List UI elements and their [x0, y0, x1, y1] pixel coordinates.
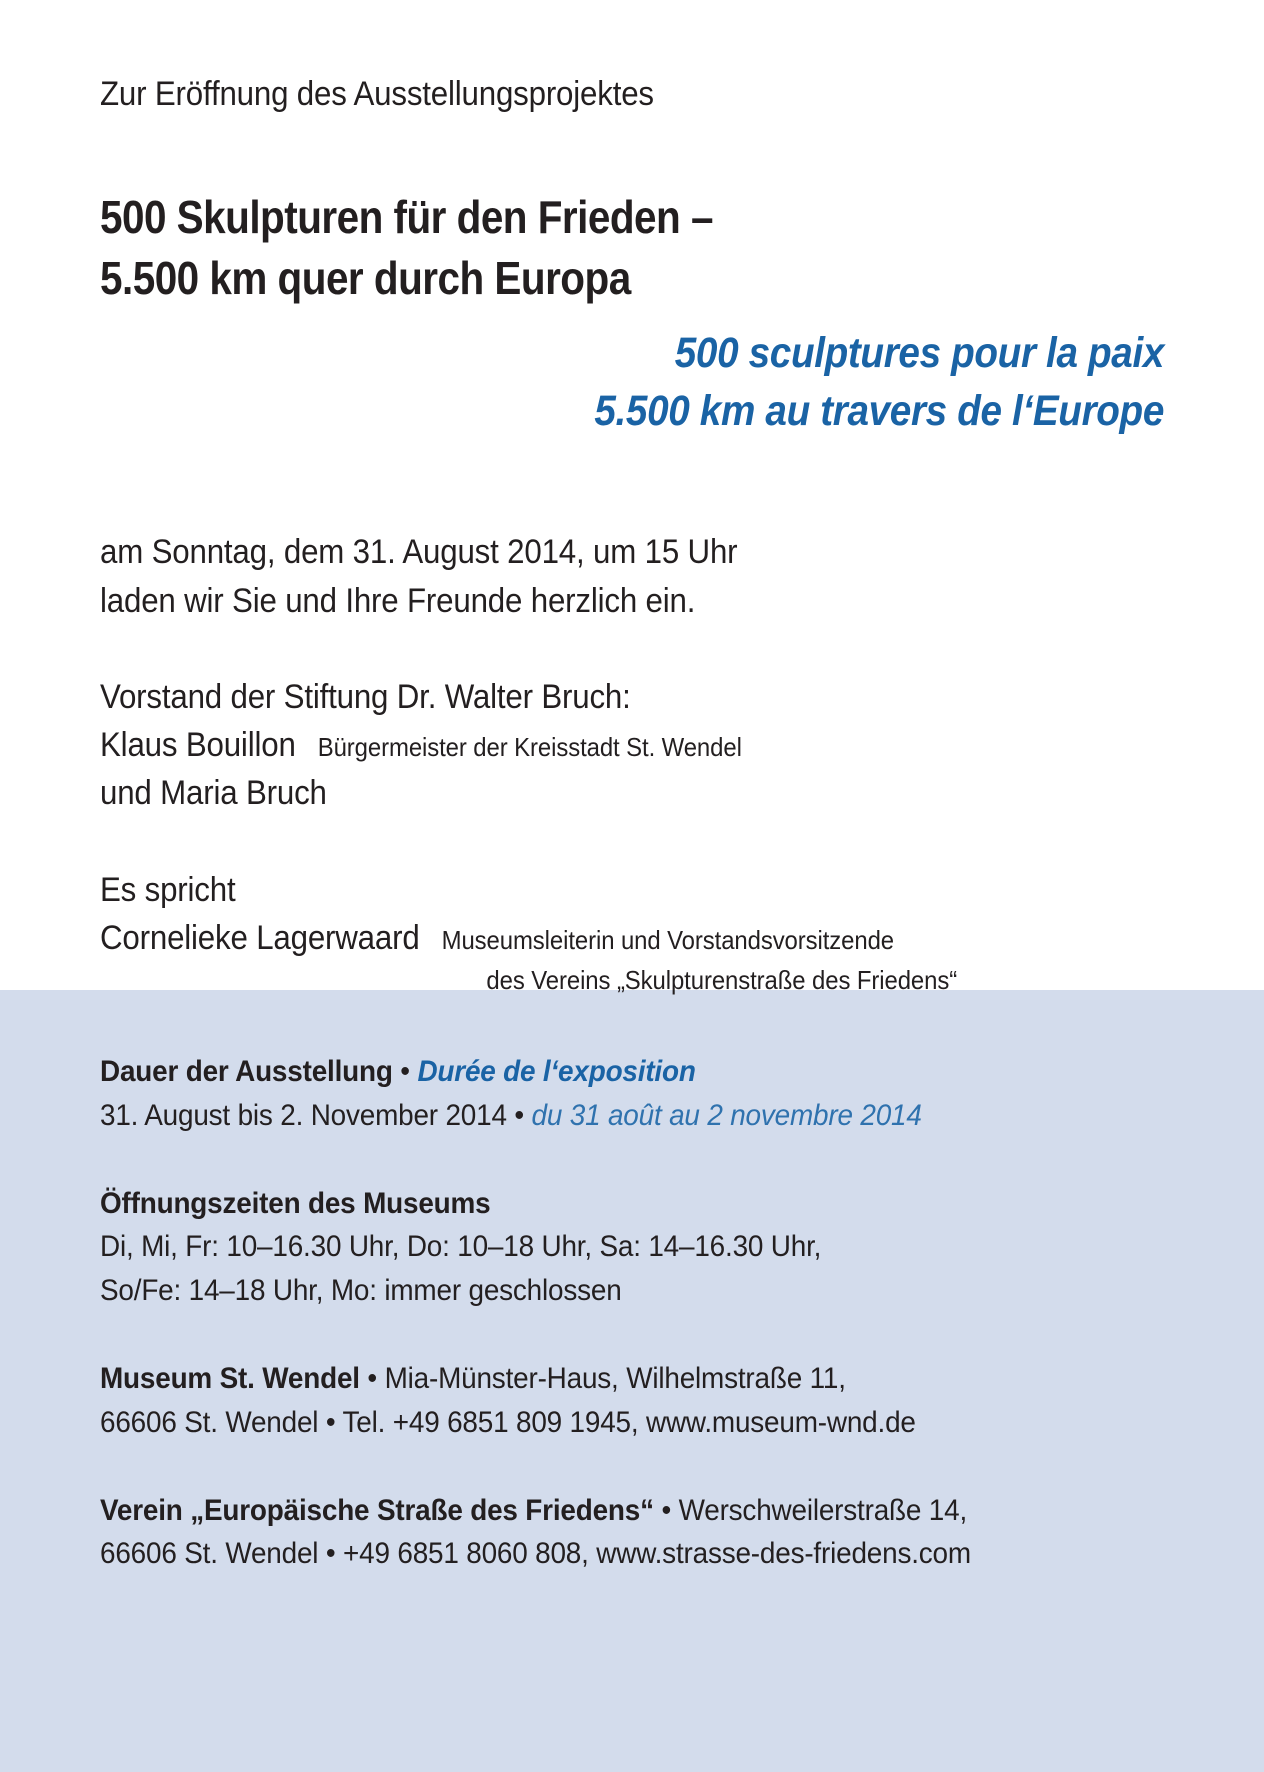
speaker-heading: Es spricht	[100, 870, 236, 909]
duration-value-fr: du 31 août au 2 novembre 2014	[531, 1098, 922, 1132]
duration-heading-row	[100, 1050, 1090, 1094]
verein-address-line-1: Werschweilerstraße 14,	[678, 1493, 968, 1527]
duration-separator-1: •	[392, 1055, 418, 1088]
board-member-second: und Maria Bruch	[100, 774, 327, 813]
title-french	[206, 324, 1164, 440]
museum-name-row	[100, 1357, 1090, 1401]
opening-hours-heading	[100, 1182, 1090, 1226]
opening-hours-heading-text: Öffnungszeiten des Museums	[100, 1186, 491, 1220]
title-german-line-2: 5.500 km quer durch Europa	[100, 251, 631, 304]
title-french-line-1: 500 sculptures pour la paix	[674, 329, 1164, 378]
duration-value-row	[100, 1094, 1090, 1138]
duration-label-fr: Durée de l‘exposition	[417, 1055, 696, 1088]
opening-hours-line-2: So/Fe: 14–18 Uhr, Mo: immer geschlossen	[100, 1274, 622, 1308]
museum-address-line-2[interactable]: 66606 St. Wendel • Tel. +49 6851 809 1945, www.museum-wnd.de	[100, 1405, 916, 1439]
invitation-line-2: laden wir Sie und Ihre Freunde herzlich ein.	[100, 581, 696, 620]
verein-contact-block	[100, 1489, 1164, 1577]
board-member-name: Klaus Bouillon	[100, 726, 296, 765]
invitation-paragraph	[100, 528, 1079, 625]
kicker-text: Zur Eröffnung des Ausstellungsprojektes	[100, 75, 654, 113]
verein-separator: •	[653, 1493, 679, 1527]
invitation-line-1: am Sonntag, dem 31. August 2014, um 15 Uhr	[100, 533, 738, 572]
title-german-line-1: 500 Skulpturen für den Frieden –	[100, 190, 713, 243]
title-german	[100, 187, 1036, 308]
board-member-row	[100, 721, 1079, 769]
opening-hours-block	[100, 1182, 1164, 1313]
speaker-name: Cornelieke Lagerwaard	[100, 918, 420, 957]
opening-hours-line-1: Di, Mi, Fr: 10–16.30 Uhr, Do: 10–18 Uhr, Sa: 14–16.30 Uhr,	[100, 1230, 822, 1264]
duration-value-de: 31. August bis 2. November 2014	[100, 1098, 507, 1132]
board-paragraph	[100, 673, 1079, 818]
speaker-role-line-1: Museumsleiterin und Vorstandsvorsitzende	[441, 924, 895, 955]
speaker-paragraph	[100, 866, 1079, 999]
verein-address-line-2[interactable]: 66606 St. Wendel • +49 6851 8060 808, www.strasse-des-friedens.com	[100, 1537, 971, 1571]
verein-name-row	[100, 1489, 1090, 1533]
speaker-role-line-2: des Vereins „Skulpturenstraße des Friedens“	[486, 965, 958, 996]
duration-label-de: Dauer der Ausstellung	[100, 1055, 393, 1088]
museum-separator: •	[359, 1361, 385, 1395]
board-heading: Vorstand der Stiftung Dr. Walter Bruch:	[100, 677, 631, 716]
info-panel	[0, 990, 1264, 1772]
speaker-row	[100, 914, 1079, 962]
board-member-role: Bürgermeister der Kreisstadt St. Wendel	[317, 732, 742, 763]
duration-block	[100, 990, 1164, 1138]
museum-address-line-1: Mia-Münster-Haus, Wilhelmstraße 11,	[384, 1361, 846, 1395]
museum-name: Museum St. Wendel	[100, 1361, 360, 1395]
verein-name: Verein „Europäische Straße des Friedens“	[100, 1493, 654, 1527]
title-french-line-2: 5.500 km au travers de l‘Europe	[594, 387, 1164, 436]
duration-separator-2: •	[506, 1098, 532, 1132]
museum-contact-block	[100, 1357, 1164, 1445]
